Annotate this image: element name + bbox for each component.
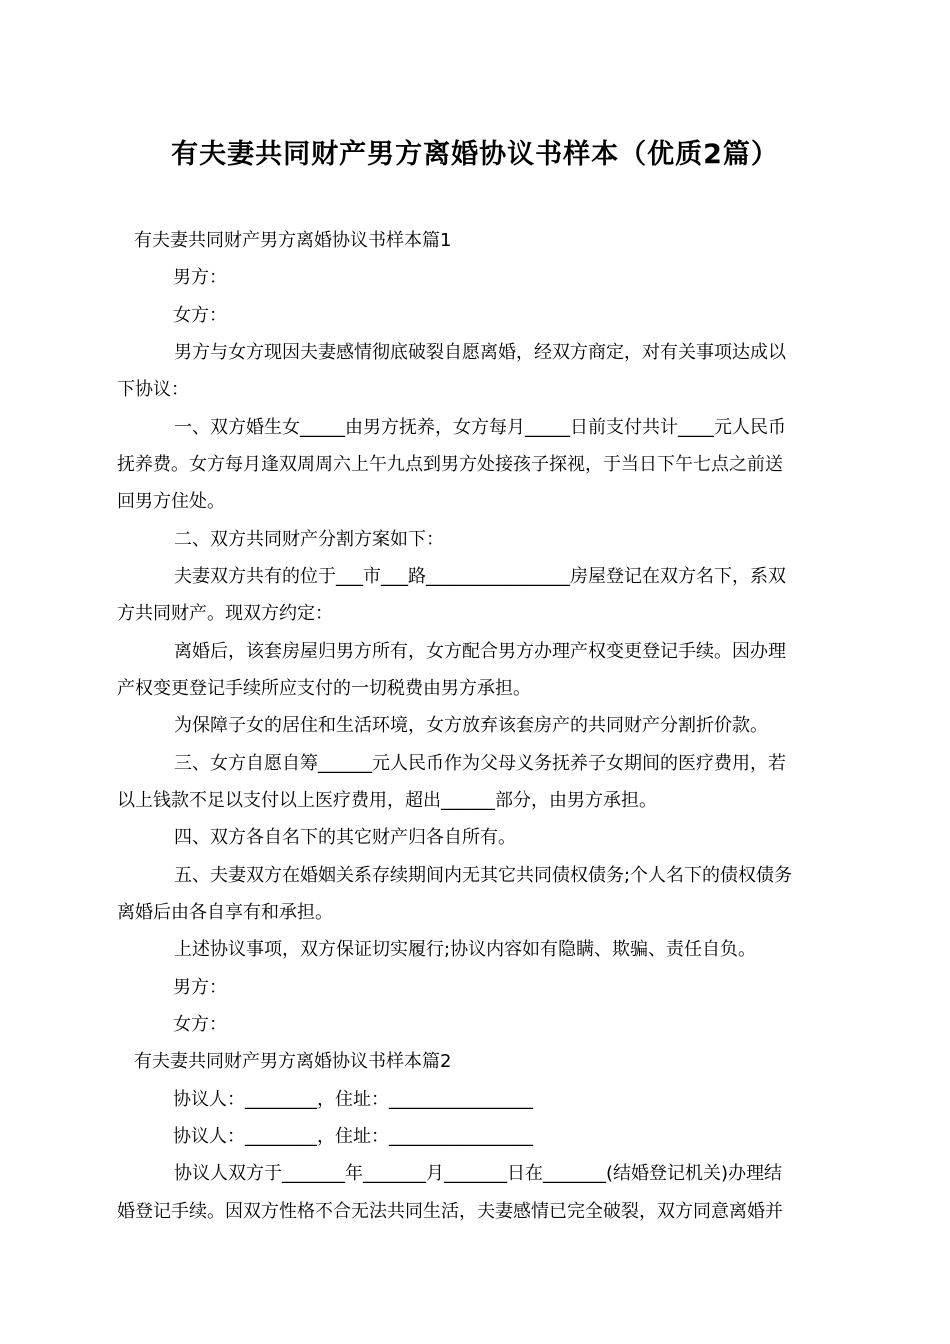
document-title: 有夫妻共同财产男方离婚协议书样本（优质2篇） <box>171 139 779 170</box>
paragraph-line: 抚养费。女方每月逢双周周六上午九点到男方处接孩子探视，于当日下午七点之前送 <box>117 454 783 475</box>
paragraph-line: 女方： <box>173 305 227 326</box>
section-heading-2: 有夫妻共同财产男方离婚协议书样本篇2 <box>134 1051 452 1072</box>
paragraph-line: 离婚后，该套房屋归男方所有，女方配合男方办理产权变更登记手续。因办理 <box>174 641 786 662</box>
section-heading-1: 有夫妻共同财产男方离婚协议书样本篇1 <box>134 230 452 251</box>
paragraph-line: 五、夫妻双方在婚姻关系存续期间内无其它共同债权债务;个人名下的债权债务 <box>174 865 793 886</box>
paragraph-line: 上述协议事项，双方保证切实履行;协议内容如有隐瞒、欺骗、责任自负。 <box>174 939 757 960</box>
paragraph-line: 协议人：________，住址：________________ <box>173 1089 533 1110</box>
paragraph-line: 一、双方婚生女_____由男方抚养，女方每月_____日前支付共计____元人民币 <box>174 417 786 438</box>
paragraph-line: 方共同财产。现双方约定： <box>117 603 333 624</box>
paragraph-line: 男方： <box>173 267 227 288</box>
paragraph-line: 男方与女方现因夫妻感情彻底破裂自愿离婚，经双方商定，对有关事项达成以 <box>174 342 786 363</box>
paragraph-line: 四、双方各自名下的其它财产归各自所有。 <box>174 827 516 848</box>
paragraph-line: 回男方住处。 <box>117 491 225 512</box>
paragraph-line: 以上钱款不足以支付以上医疗费用，超出______部分，由男方承担。 <box>117 790 657 811</box>
paragraph-line: 协议人：________，住址：________________ <box>173 1126 533 1147</box>
paragraph-line: 女方： <box>173 1014 227 1035</box>
paragraph-line: 产权变更登记手续所应支付的一切税费由男方承担。 <box>117 678 531 699</box>
paragraph-line: 协议人双方于_______年_______月_______日在_______(结婚登记机关)办理结 <box>174 1163 783 1184</box>
paragraph-line: 为保障子女的居住和生活环境，女方放弃该套房产的共同财产分割折价款。 <box>174 715 768 736</box>
paragraph-line: 婚登记手续。因双方性格不合无法共同生活，夫妻感情已完全破裂，双方同意离婚并 <box>117 1201 783 1222</box>
paragraph-line: 夫妻双方共有的位于___市___路________________房屋登记在双方名下，系双 <box>174 566 786 587</box>
paragraph-line: 二、双方共同财产分割方案如下： <box>174 529 444 550</box>
paragraph-line: 三、女方自愿自筹______元人民币作为父母义务抚养子女期间的医疗费用，若 <box>174 753 786 774</box>
paragraph-line: 男方： <box>173 977 227 998</box>
paragraph-line: 离婚后由各自享有和承担。 <box>117 902 333 923</box>
paragraph-line: 下协议： <box>117 379 189 400</box>
